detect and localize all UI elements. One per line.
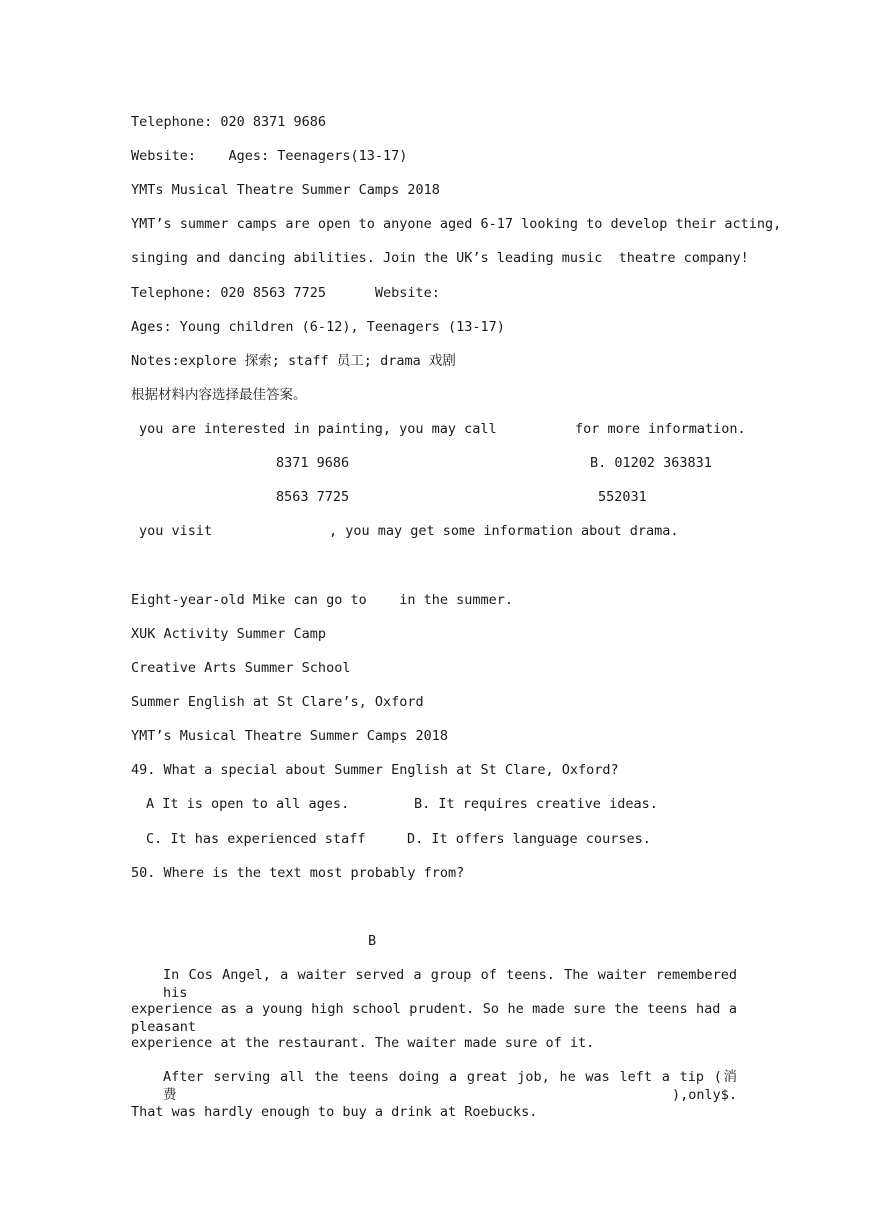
- website-ages-line-1: Website: Ages: Teenagers(13-17): [131, 148, 408, 164]
- q1-stem-right: for more information.: [575, 421, 746, 437]
- q49-option-b: B. It requires creative ideas.: [414, 796, 658, 812]
- q49-option-c: C. It has experienced staff: [146, 831, 366, 847]
- ymt-description-line-1: YMT’s summer camps are open to anyone aged 6-17 looking to develop their acting,: [131, 216, 782, 232]
- q50-stem: 50. Where is the text most probably from?: [131, 865, 465, 881]
- passage-b-p1-line-3: experience at the restaurant. The waiter made sure of it.: [131, 1035, 595, 1051]
- q1-option-d: 552031: [598, 489, 647, 505]
- telephone-line-2: Telephone: 020 8563 7725 Website:: [131, 285, 440, 301]
- passage-b-p1-line-2: experience as a young high school prudent. So he made sure the teens had a pleasant: [131, 1001, 737, 1035]
- notes-line: Notes:explore 探索; staff 员工; drama 戏剧: [131, 353, 456, 369]
- ymt-title: YMTs Musical Theatre Summer Camps 2018: [131, 182, 440, 198]
- q49-option-d: D. It offers language courses.: [407, 831, 651, 847]
- q1-stem-left: you are interested in painting, you may call: [139, 421, 497, 437]
- passage-b-p1-line-1: In Cos Angel, a waiter served a group of teens. The waiter remembered his: [163, 967, 737, 1001]
- instruction-line: 根据材料内容选择最佳答案。: [131, 387, 307, 403]
- q3-stem: Eight-year-old Mike can go to in the summer.: [131, 592, 514, 608]
- ages-line-2: Ages: Young children (6-12), Teenagers (13-17): [131, 319, 505, 335]
- q3-option-c: Summer English at St Clare’s, Oxford: [131, 694, 424, 710]
- passage-b-p2-line-2: That was hardly enough to buy a drink at Roebucks.: [131, 1104, 538, 1120]
- passage-b-p2-line-1: After serving all the teens doing a great job, he was left a tip (消费),only$.: [163, 1069, 737, 1103]
- q1-option-c: 8563 7725: [276, 489, 350, 505]
- section-b-heading: B: [368, 933, 377, 949]
- q3-option-a: XUK Activity Summer Camp: [131, 626, 327, 642]
- q3-option-b: Creative Arts Summer School: [131, 660, 351, 676]
- q49-option-a: A It is open to all ages.: [146, 796, 350, 812]
- q2-stem-left: you visit: [139, 523, 213, 539]
- ymt-description-line-2: singing and dancing abilities. Join the UK’s leading music theatre company!: [131, 250, 749, 266]
- q2-stem-right: , you may get some information about drama.: [329, 523, 679, 539]
- q1-option-b: B. 01202 363831: [590, 455, 712, 471]
- q1-option-a: 8371 9686: [276, 455, 350, 471]
- telephone-line-1: Telephone: 020 8371 9686: [131, 114, 327, 130]
- q3-option-d: YMT’s Musical Theatre Summer Camps 2018: [131, 728, 448, 744]
- q49-stem: 49. What a special about Summer English at St Clare, Oxford?: [131, 762, 619, 778]
